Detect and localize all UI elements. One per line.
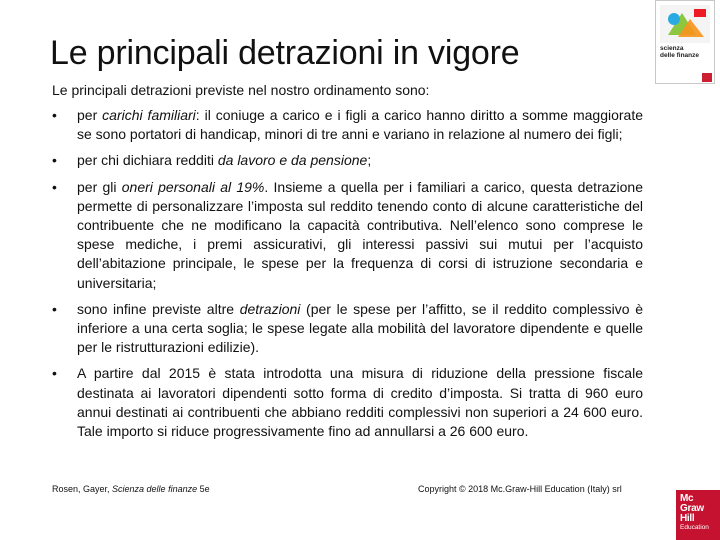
bullet-emphasis: carichi familiari xyxy=(102,107,196,123)
book-cover-art xyxy=(660,5,710,43)
bullet-emphasis: detrazioni xyxy=(239,300,301,317)
bullet-text: per gli xyxy=(77,178,122,195)
footer-book-title: Scienza delle finanze xyxy=(112,484,198,494)
footer-copyright: Copyright © 2018 Mc.Graw-Hill Education (Italy) srl xyxy=(418,484,622,494)
bullet-text: : il coniuge a carico e i figli a carico hanno diritto a somme maggiorate se sono portatori di handicap, minori di tre anni e variano in relazione al numero dei figli; xyxy=(77,107,644,143)
bullet-item xyxy=(52,106,643,144)
bullet-text: . Insieme a quella per i familiari a carico, questa detrazione permette di personalizzare l’imposta sul reddito tenendo conto di alcune caratteristiche del contribuente che ne modificano la capacità contributiva. Nell’elenco sono comprese le spese mediche, i premi assicurativi, gli interessi passivi sui mutui per l’acquisto dell’abitazione principale, le spese per la frequenza di corsi di istruzione secondaria e universitaria; xyxy=(77,178,643,291)
bullet-item xyxy=(52,151,643,170)
bullet-item xyxy=(52,364,643,441)
bullet-emphasis: oneri personali al 19% xyxy=(121,178,265,195)
bullet-item xyxy=(52,300,643,358)
footer-citation xyxy=(52,484,210,494)
book-cover-thumbnail xyxy=(655,0,715,84)
bullet-marker: • xyxy=(52,107,57,123)
book-cover-title-line: delle finanze xyxy=(660,52,700,59)
bullet-marker: • xyxy=(52,152,57,169)
bullet-marker: • xyxy=(52,300,57,317)
logo-line-mc: Mc xyxy=(680,493,694,504)
footer-authors: Rosen, Gayer, xyxy=(52,484,113,494)
logo-line-hill: Hill xyxy=(680,513,695,524)
bullet-marker: • xyxy=(52,365,57,382)
bullet-emphasis: da lavoro e da pensione xyxy=(217,152,368,169)
book-cover-title xyxy=(660,45,712,59)
bullet-text: per chi dichiara redditi xyxy=(77,152,218,169)
bullet-text: sono infine previste altre xyxy=(77,300,240,317)
logo-line-education: Education xyxy=(680,524,709,531)
logo-line-graw: Graw xyxy=(680,503,704,514)
bullet-text: per xyxy=(77,107,103,123)
bullet-marker: • xyxy=(52,178,57,195)
bullet-list xyxy=(52,106,643,441)
bullet-text: ; xyxy=(367,152,372,169)
bullet-text: A partire dal 2015 è stata introdotta una misura di riduzione della pressione fiscale destinata ai lavoratori dipendenti sotto forma di credito d’imposta. Si tratta di 960 euro annui destinati ai contribuenti che abbiano redditi complessivi non superiori a 24 600 euro. Tale importo si riduce progressivamente fino ad annullarsi a 26 600 euro. xyxy=(77,365,643,440)
bullet-item xyxy=(52,178,643,293)
slide-title: Le principali detrazioni in vigore xyxy=(50,34,520,72)
footer-edition: 5e xyxy=(197,484,210,494)
intro-text: Le principali detrazioni previste nel nostro ordinamento sono: xyxy=(52,82,430,98)
book-cover-title-line: scienza xyxy=(660,45,684,52)
book-cover-publisher-mark xyxy=(702,73,712,82)
bullet-text: (per le spese per l’affitto, se il reddito complessivo è inferiore a una certa soglia; le spese legate alla mobilità del lavoratore dipendente e quelle per le ristrutturazioni edilizie). xyxy=(77,300,643,356)
mcgraw-hill-logo xyxy=(676,490,720,540)
